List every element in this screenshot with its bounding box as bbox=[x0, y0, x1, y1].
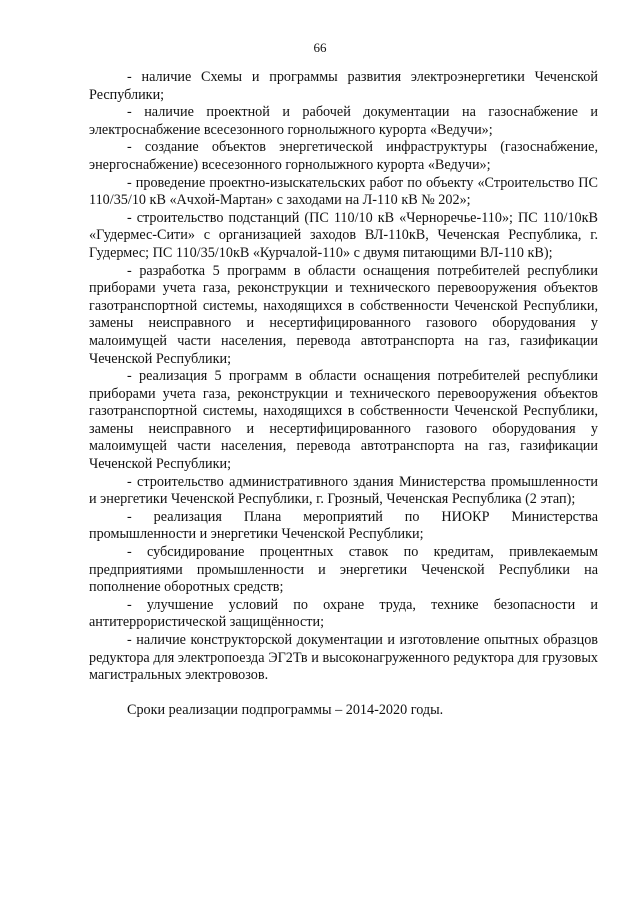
list-item: - реализация Плана мероприятий по НИОКР Министерства промышленности и энергетики Чеченской Республики; bbox=[89, 508, 598, 543]
list-item: - проведение проектно-изыскательских работ по объекту «Строительство ПС 110/35/10 кВ «Ачхой-Мартан» с заходами на Л-110 кВ № 202»; bbox=[89, 174, 598, 209]
list-item: - улучшение условий по охране труда, технике безопасности и антитеррористической защищённости; bbox=[89, 596, 598, 631]
page-number: 66 bbox=[313, 40, 327, 55]
list-item: - субсидирование процентных ставок по кредитам, привлекаемым предприятиями промышленности и энергетики Чеченской Республики на пополнение оборотных средств; bbox=[89, 544, 598, 596]
list-item: - строительство административного здания Министерства промышленности и энергетики Чеченской Республики, г. Грозный, Чеченская Республика (2 этап); bbox=[89, 473, 598, 508]
list-item: - наличие Схемы и программы развития электроэнергетики Чеченской Республики; bbox=[89, 69, 598, 103]
implementation-period-text: Сроки реализации подпрограммы – 2014-2020 годы. bbox=[127, 701, 444, 718]
list-item: - разработка 5 программ в области оснащения потребителей республики приборами учета газа, реконструкции и технического перевооружения объектов газотранспортной системы, находящихся в собственности Чеченской Республики, замены неисправного и несертифицированного газового оборудования у малоимущей части населения, перевода автотранспорта на газ, газификации Чеченской Республики; bbox=[89, 262, 598, 367]
list-item: - создание объектов энергетической инфраструктуры (газоснабжение, энергоснабжение) всесезонного горнолыжного курорта «Ведучи»; bbox=[89, 139, 598, 173]
document-body bbox=[89, 69, 598, 719]
list-item: - реализация 5 программ в области оснащения потребителей республики приборами учета газа, реконструкции и технического перевооружения объектов газотранспортной системы, находящихся в собственности Чеченской Республики, замены неисправного и несертифицированного газового оборудования у малоимущей части населения, перевода автотранспорта на газ, газификации Чеченской Республики; bbox=[89, 368, 598, 473]
list-item: - наличие конструкторской документации и изготовление опытных образцов редуктора для электропоезда ЭГ2Тв и высоконагруженного редуктора для грузовых магистральных электровозов. bbox=[89, 632, 598, 684]
list-item: - наличие проектной и рабочей документации на газоснабжение и электроснабжение всесезонного горнолыжного курорта «Ведучи»; bbox=[89, 104, 598, 138]
list-item: - строительство подстанций (ПС 110/10 кВ «Черноречье-110»; ПС 110/10кВ «Гудермес-Сити» с организацией заходов ВЛ-110кВ, Чеченская Республика, г. Гудермес; ПС 110/35/10кВ «Курчалой-110» с двумя питающими ВЛ-110 кВ); bbox=[89, 209, 598, 261]
